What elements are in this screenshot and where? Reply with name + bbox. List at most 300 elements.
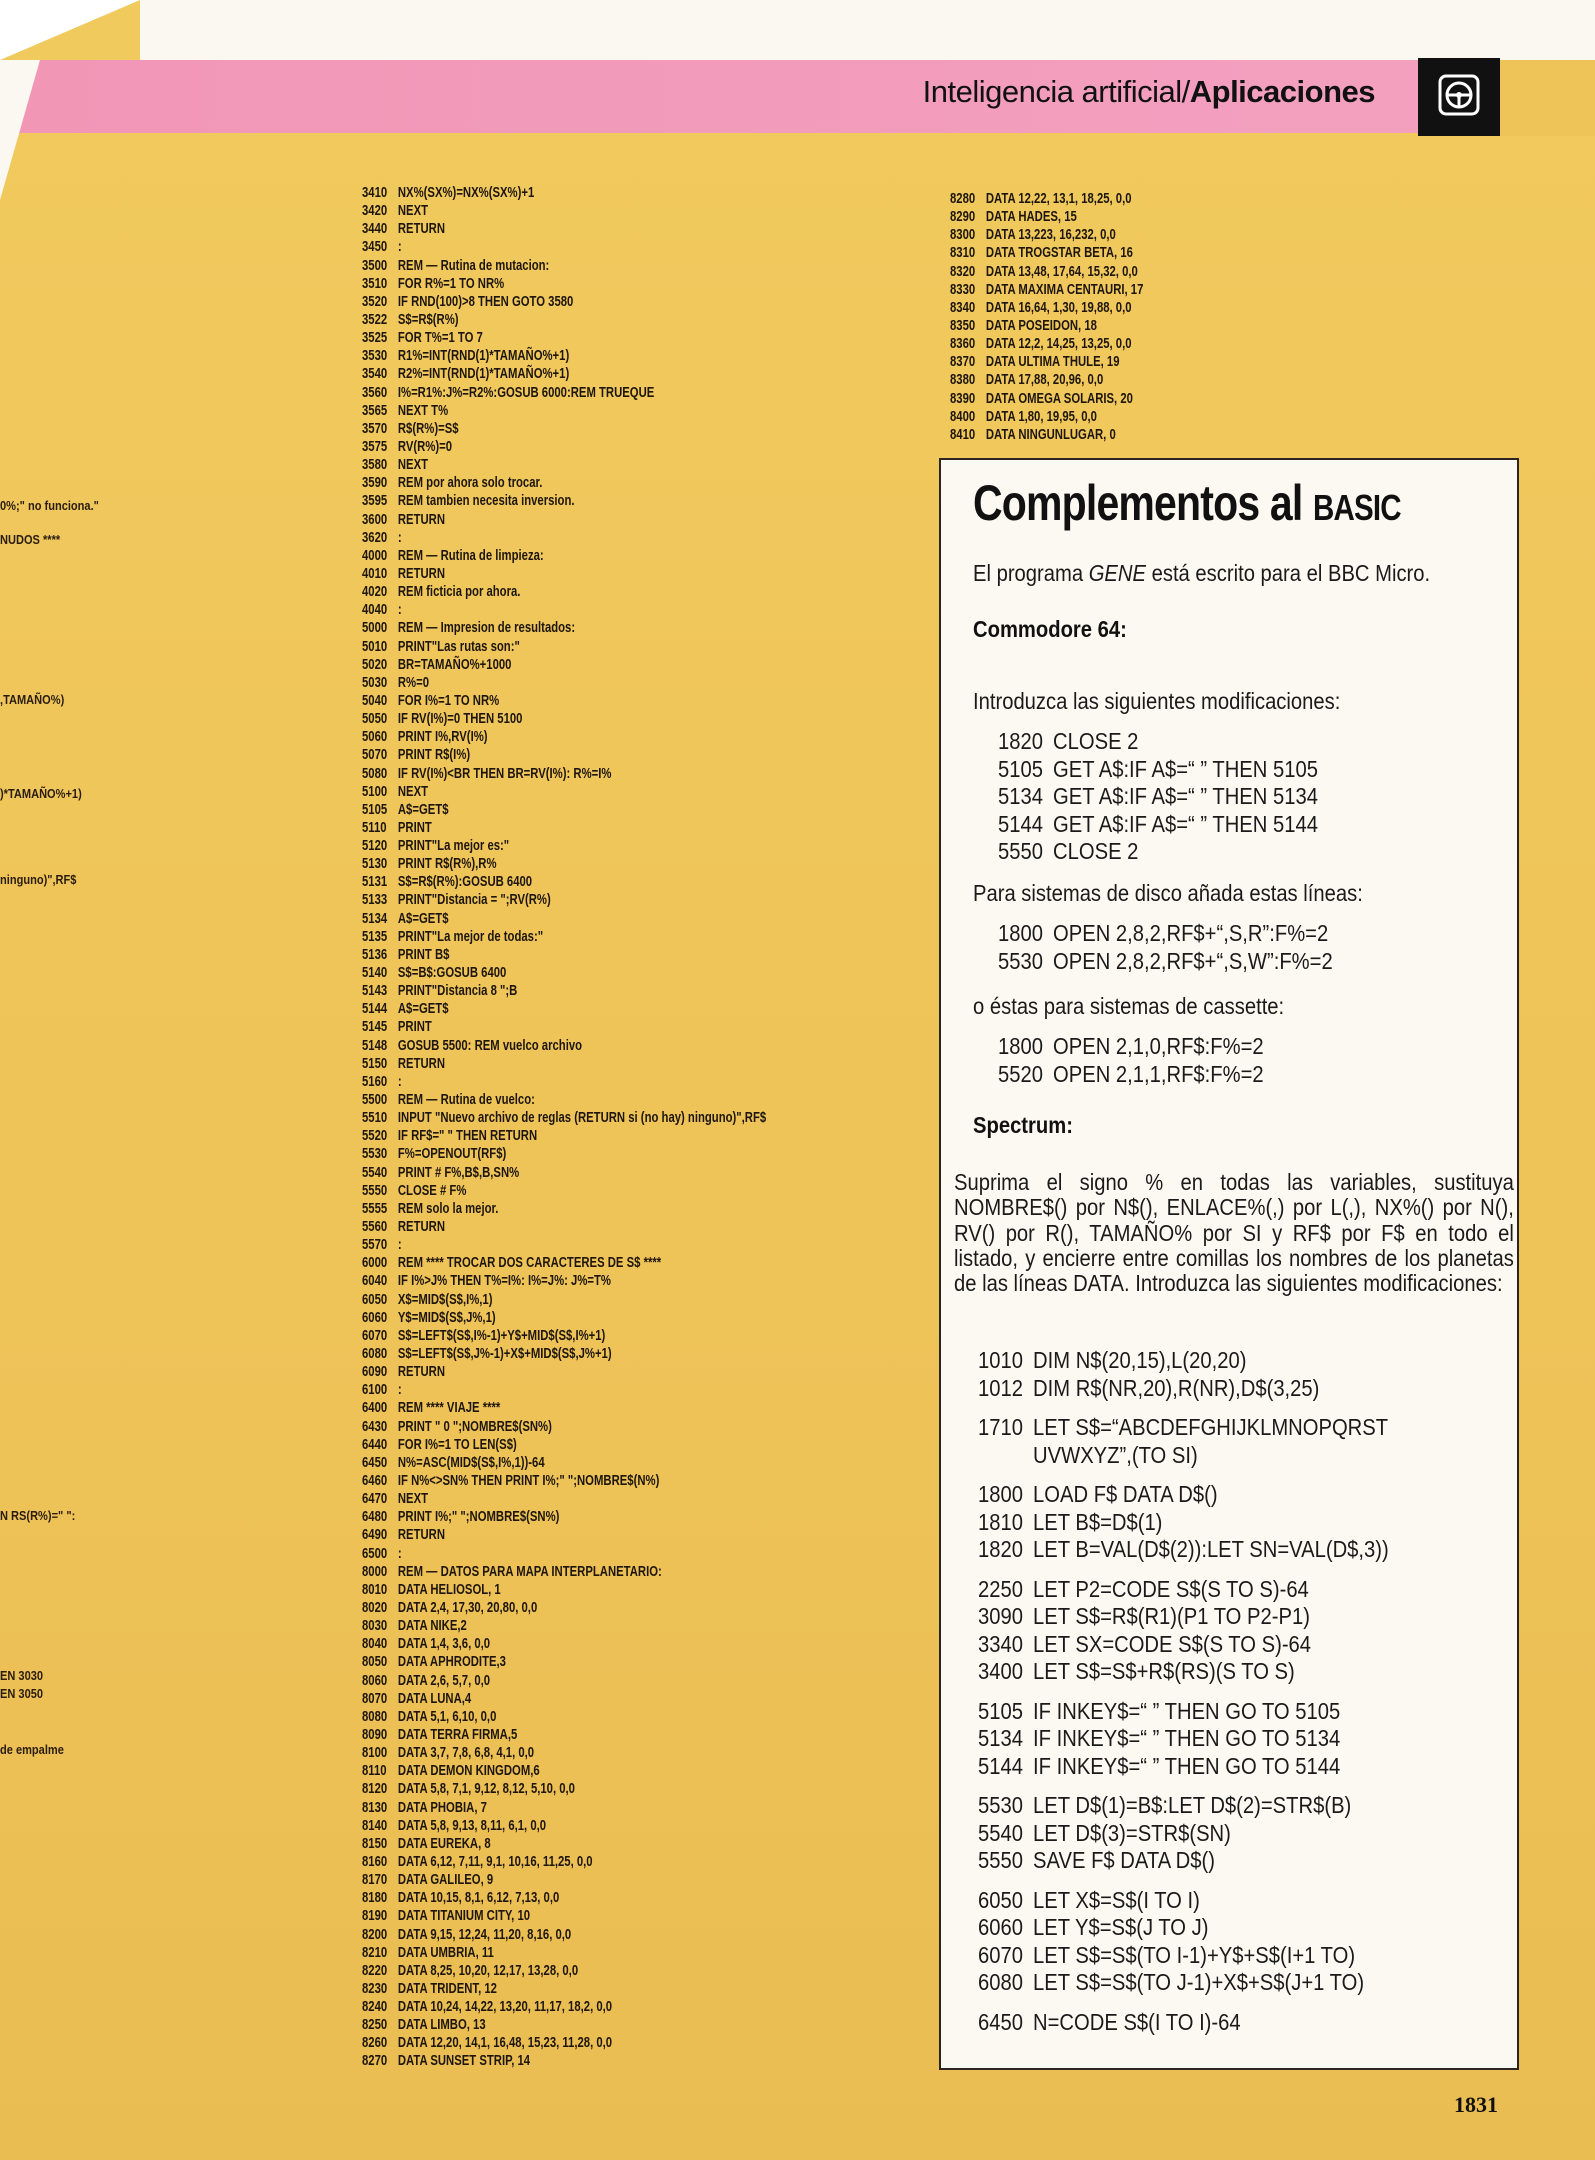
line-number: 3522: [362, 311, 388, 328]
line-number: 3520: [362, 293, 388, 310]
code-line: [362, 1472, 766, 1490]
statement: RETURN: [397, 1527, 446, 1544]
code-line: [978, 1414, 1389, 1442]
code-line: [978, 1658, 1389, 1686]
statement: :: [397, 602, 402, 619]
code-line: [362, 365, 766, 383]
statement: PRINT I%;" ";NOMBRE$(SN%): [397, 1509, 560, 1526]
line-number: 5540: [978, 1819, 1023, 1846]
code-line: [362, 1454, 766, 1472]
code-line: [978, 1914, 1389, 1942]
spectrum-code-group: [978, 1698, 1456, 1781]
code-line: [998, 756, 1318, 784]
line-number: 6100: [362, 1382, 388, 1399]
statement: BR=TAMAÑO%+1000: [397, 656, 512, 673]
statement: PRINT"Distancia = ";RV(R%): [397, 892, 551, 909]
line-number: 5131: [362, 874, 388, 891]
statement: S$=LEFT$(S$,I%-1)+Y$+MID$(S$,I%+1): [397, 1327, 606, 1344]
code-line: [362, 1907, 766, 1925]
statement: DATA MAXIMA CENTAURI, 17: [985, 281, 1144, 298]
code-line: [362, 837, 766, 855]
line-number: 3340: [978, 1630, 1023, 1657]
code-line: [950, 426, 1143, 444]
code-line: [978, 1375, 1389, 1403]
line-number: 3540: [362, 366, 388, 383]
statement: CLOSE 2: [1053, 728, 1139, 754]
statement: DATA 17,88, 20,96, 0,0: [985, 372, 1104, 389]
spectrum-code-group: [978, 2009, 1456, 2037]
code-line: [362, 1762, 766, 1780]
code-line: [362, 1490, 766, 1508]
statement: PRINT: [397, 819, 432, 836]
statement: LET Y$=S$(J TO J): [1033, 1914, 1209, 1940]
statement: S$=R$(R%):GOSUB 6400: [397, 874, 533, 891]
statement: DATA LUNA,4: [397, 1690, 472, 1707]
statement: IF N%<>SN% THEN PRINT I%;" ";NOMBRE$(N%): [397, 1472, 660, 1489]
line-number: 5500: [362, 1092, 388, 1109]
line-number: 1800: [998, 1033, 1043, 1059]
code-line: [362, 692, 766, 710]
statement: Y$=MID$(S$,J%,1): [397, 1309, 496, 1326]
line-number: 8270: [362, 2053, 388, 2070]
line-number: 6040: [362, 1273, 388, 1290]
statement: NX%(SX%)=NX%(SX%)+1: [397, 185, 535, 201]
line-number: 3590: [362, 475, 388, 492]
previous-page-fragment: 0%;" no funciona.": [0, 498, 99, 513]
code-line: [978, 1536, 1389, 1564]
code-line: [362, 1708, 766, 1726]
line-number: 5100: [362, 783, 388, 800]
line-number: 8090: [362, 1726, 388, 1743]
line-number: 5030: [362, 674, 388, 691]
code-line: [950, 317, 1143, 335]
code-line: [362, 1508, 766, 1526]
statement: S$=LEFT$(S$,J%-1)+X$+MID$(S$,J%+1): [397, 1346, 612, 1362]
code-line: [362, 1980, 766, 1998]
code-line: [362, 619, 766, 637]
line-number: 8400: [950, 408, 976, 425]
code-line: [362, 1617, 766, 1635]
code-line: [950, 371, 1143, 389]
statement: S$=B$:GOSUB 6400: [397, 965, 507, 982]
code-line: [362, 329, 766, 347]
code-line: [978, 1603, 1389, 1631]
code-line: [362, 2016, 766, 2034]
statement: I%=R1%:J%=R2%:GOSUB 6000:REM TRUEQUE: [397, 384, 655, 401]
statement: REM — Rutina de mutacion:: [397, 257, 550, 274]
line-number: 6080: [362, 1346, 388, 1362]
statement: IF RF$=" " THEN RETURN: [397, 1128, 538, 1145]
line-number: 8060: [362, 1672, 388, 1689]
statement: DATA 13,223, 16,232, 0,0: [985, 227, 1116, 244]
line-number: 3400: [978, 1658, 1023, 1684]
code-line: [998, 920, 1333, 948]
line-number: 6060: [978, 1914, 1023, 1940]
code-line: [950, 208, 1143, 226]
previous-page-fragments: [0, 140, 150, 1860]
statement: DATA NINGUNLUGAR, 0: [985, 426, 1116, 443]
spectrum-code-group: [978, 1481, 1456, 1564]
statement: :: [397, 1545, 402, 1562]
line-number: 8370: [950, 354, 976, 371]
code-line: [362, 1581, 766, 1599]
code-line: [362, 347, 766, 365]
code-line: [362, 1182, 766, 1200]
commodore-heading: Commodore 64:: [973, 616, 1127, 642]
line-number: 3420: [362, 203, 388, 220]
line-number: 5555: [362, 1200, 388, 1217]
statement: DATA 12,22, 13,1, 18,25, 0,0: [985, 191, 1132, 207]
line-number: 6080: [978, 1969, 1023, 1995]
statement: DATA UMBRIA, 11: [397, 1944, 494, 1961]
line-number: 5105: [998, 755, 1043, 782]
statement: REM ficticia por ahora.: [397, 584, 521, 601]
line-number: 8260: [362, 2035, 388, 2052]
statement: DATA 16,64, 1,30, 19,88, 0,0: [985, 299, 1132, 316]
line-number: 6470: [362, 1491, 388, 1508]
code-line: [362, 928, 766, 946]
disk-intro: Para sistemas de disco añada estas líneas:: [973, 880, 1363, 906]
line-number: 6400: [362, 1400, 388, 1417]
line-number: 8170: [362, 1872, 388, 1889]
statement: DATA POSEIDON, 18: [985, 317, 1097, 334]
line-number: 3525: [362, 330, 388, 347]
statement: PRINT R$(I%): [397, 747, 471, 764]
spectrum-code-group: [978, 1347, 1456, 1402]
statement: FOR I%=1 TO NR%: [397, 692, 500, 709]
line-number: 5530: [998, 947, 1043, 974]
statement: IF RV(I%)=0 THEN 5100: [397, 711, 523, 728]
statement: DATA TERRA FIRMA,5: [397, 1726, 518, 1743]
code-line: [362, 873, 766, 891]
line-number: 5080: [362, 765, 388, 782]
code-line: [362, 1926, 766, 1944]
statement: DATA LIMBO, 13: [397, 2017, 486, 2034]
intro-suffix: está escrito para el BBC Micro.: [1145, 560, 1431, 586]
code-line: [362, 1291, 766, 1309]
line-number: 6450: [362, 1454, 388, 1471]
line-number: 6450: [978, 2008, 1023, 2035]
code-line: [362, 1127, 766, 1145]
code-line: [978, 1509, 1389, 1537]
line-number: 6460: [362, 1472, 388, 1489]
statement: DATA 12,2, 14,25, 13,25, 0,0: [985, 336, 1132, 353]
code-line: [362, 1018, 766, 1036]
statement: REM — DATOS PARA MAPA INTERPLANETARIO:: [397, 1563, 662, 1580]
statement: DATA TRIDENT, 12: [397, 1980, 497, 1997]
code-line: [362, 474, 766, 492]
statement: DATA APHRODITE,3: [397, 1654, 506, 1671]
line-number: 1012: [978, 1374, 1023, 1401]
line-number: 5050: [362, 711, 388, 728]
code-line: [950, 408, 1143, 426]
code-line: [362, 982, 766, 1000]
statement: OPEN 2,8,2,RF$+“,S,W”:F%=2: [1053, 947, 1333, 974]
line-number: 8100: [362, 1745, 388, 1762]
statement: PRINT R$(R%),R%: [397, 856, 497, 873]
line-number: 8140: [362, 1817, 388, 1834]
line-number: 5520: [998, 1060, 1043, 1087]
code-line: [362, 202, 766, 220]
code-line: [362, 891, 766, 909]
statement: :: [397, 1073, 402, 1090]
code-line: [362, 1254, 766, 1272]
code-line: [978, 1481, 1389, 1509]
statement: RETURN: [397, 1055, 446, 1072]
line-number: 8080: [362, 1708, 388, 1725]
spectrum-heading: Spectrum:: [973, 1112, 1073, 1138]
code-line: [362, 583, 766, 601]
basic-listing-column-1: [362, 184, 880, 2071]
statement: :: [397, 529, 402, 546]
box-title-text: Complementos al: [973, 475, 1314, 531]
previous-page-fragment: EN 3030: [0, 1668, 44, 1683]
statement: IF INKEY$=“ ” THEN GO TO 5105: [1033, 1697, 1341, 1724]
code-line: [362, 1436, 766, 1454]
line-number: 5145: [362, 1019, 388, 1036]
statement: DATA OMEGA SOLARIS, 20: [985, 390, 1133, 407]
code-line: [362, 257, 766, 275]
line-number: 1710: [978, 1414, 1023, 1440]
line-number: 8030: [362, 1618, 388, 1635]
code-line: [362, 384, 766, 402]
line-number: 8250: [362, 2017, 388, 2034]
code-line: [978, 1969, 1389, 1997]
code-line: [362, 1363, 766, 1381]
line-number: 1800: [998, 920, 1043, 946]
statement: OPEN 2,8,2,RF$+“,S,R”:F%=2: [1053, 920, 1329, 946]
code-line: [362, 728, 766, 746]
code-line: [362, 801, 766, 819]
code-line: [998, 948, 1333, 976]
line-number: 5510: [362, 1110, 388, 1127]
statement: PRINT B$: [397, 946, 450, 963]
line-number: 6500: [362, 1545, 388, 1562]
line-number: 8150: [362, 1835, 388, 1852]
statement: LET P2=CODE S$(S TO S)-64: [1033, 1575, 1309, 1602]
code-line: [362, 1962, 766, 1980]
code-line: [362, 1545, 766, 1563]
code-line: [978, 1847, 1389, 1875]
code-line: [362, 402, 766, 420]
statement: :: [397, 239, 402, 256]
statement: DATA HELIOSOL, 1: [397, 1581, 501, 1598]
line-number: 5144: [998, 810, 1043, 837]
line-number: 6430: [362, 1418, 388, 1435]
code-line: [978, 1942, 1389, 1970]
line-number: 3560: [362, 384, 388, 401]
statement: DATA 10,24, 14,22, 13,20, 11,17, 18,2, 0,0: [397, 1999, 613, 2016]
statement: R1%=INT(RND(1)*TAMAÑO%+1): [397, 348, 570, 365]
statement: IF RV(I%)<BR THEN BR=RV(I%): R%=I%: [397, 765, 612, 782]
code-line: [362, 1599, 766, 1617]
code-line: [362, 1889, 766, 1907]
code-line: [362, 1272, 766, 1290]
line-number: 8070: [362, 1690, 388, 1707]
line-number: 8280: [950, 191, 976, 207]
statement: UVWXYZ”,(TO SI): [1033, 1441, 1198, 1468]
statement: RETURN: [397, 1219, 446, 1236]
top-margin: [140, 0, 1595, 60]
disk-code: [998, 920, 1387, 975]
code-line: [998, 1061, 1264, 1089]
line-number: 4040: [362, 602, 388, 619]
code-line: [362, 1744, 766, 1762]
statement: LET B$=D$(1): [1033, 1508, 1163, 1535]
code-line: [362, 420, 766, 438]
statement: DATA SUNSET STRIP, 14: [397, 2053, 531, 2070]
code-line: [362, 1799, 766, 1817]
line-number: 5530: [362, 1146, 388, 1163]
line-number: 3580: [362, 457, 388, 474]
previous-page-fragment: NUDOS ****: [0, 532, 61, 547]
code-line: [362, 456, 766, 474]
spectrum-code-group: [978, 1576, 1456, 1686]
code-line: [950, 353, 1143, 371]
statement: REM — Impresion de resultados:: [397, 620, 576, 637]
code-line: [950, 226, 1143, 244]
statement: NEXT: [397, 203, 429, 220]
line-number: 8190: [362, 1908, 388, 1925]
line-number: 8040: [362, 1636, 388, 1653]
line-number: 8180: [362, 1890, 388, 1907]
spectrum-paragraph: Suprima el signo % en todas las variables, sustituya NOMBRE$() por N$(), ENLACE%(,) por L(,), NX%() por N(), RV() por R(), TAMAÑO% por SI y RF$ por F$ en todo el listado, y encierre entre comillas los nombres de los planetas de las líneas DATA. Introduzca las siguientes modificaciones:: [954, 1169, 1514, 1297]
code-line: [362, 964, 766, 982]
code-line: [950, 263, 1143, 281]
intro-text: [973, 560, 1430, 587]
code-line: [978, 1698, 1389, 1726]
line-number: 8200: [362, 1926, 388, 1943]
statement: DATA DEMON KINGDOM,6: [397, 1763, 540, 1780]
line-number: 5134: [362, 910, 388, 927]
statement: IF INKEY$=“ ” THEN GO TO 5144: [1033, 1752, 1341, 1779]
code-line: [362, 1055, 766, 1073]
line-number: 5060: [362, 729, 388, 746]
statement: DATA TITANIUM CITY, 10: [397, 1908, 531, 1925]
code-line: [998, 728, 1318, 756]
box-title: [973, 474, 1401, 532]
commodore-intro: Introduzca las siguientes modificaciones:: [973, 688, 1341, 714]
statement: FOR R%=1 TO NR%: [397, 275, 505, 292]
code-line: [978, 1347, 1389, 1375]
line-number: 1010: [978, 1347, 1023, 1373]
line-number: 4010: [362, 565, 388, 582]
code-line: [362, 765, 766, 783]
statement: DATA 5,1, 6,10, 0,0: [397, 1708, 497, 1725]
statement: :: [397, 1382, 402, 1399]
statement: DATA HADES, 15: [985, 209, 1077, 226]
statement: NEXT T%: [397, 402, 449, 419]
statement: N%=ASC(MID$(S$,I%,1))-64: [397, 1454, 545, 1471]
line-number: 8310: [950, 245, 976, 262]
statement: OPEN 2,1,1,RF$:F%=2: [1053, 1060, 1264, 1087]
previous-page-fragment: de empalme: [0, 1742, 64, 1757]
line-number: 1820: [998, 728, 1043, 754]
statement: LET S$=S$(TO J-1)+X$+S$(J+1 TO): [1033, 1969, 1365, 1995]
code-line: [362, 547, 766, 565]
statement: DATA 8,25, 10,20, 12,17, 13,28, 0,0: [397, 1962, 579, 1979]
statement: INPUT "Nuevo archivo de reglas (RETURN si (no hay) ninguno)",RF$: [397, 1110, 767, 1127]
statement: RETURN: [397, 221, 446, 238]
statement: LET S$=S$(TO I-1)+Y$+S$(I+1 TO): [1033, 1941, 1356, 1968]
line-number: 6070: [978, 1941, 1023, 1968]
line-number: 3570: [362, 420, 388, 437]
statement: PRINT I%,RV(I%): [397, 729, 488, 746]
code-line: [362, 855, 766, 873]
statement: IF INKEY$=“ ” THEN GO TO 5134: [1033, 1725, 1341, 1751]
page-corner: [0, 0, 140, 60]
statement: DATA NIKE,2: [397, 1618, 467, 1635]
previous-page-fragment: ninguno)",RF$: [0, 872, 77, 887]
statement: DATA GALILEO, 9: [397, 1872, 494, 1889]
statement: PRINT"La mejor es:": [397, 838, 510, 855]
line-number: 3600: [362, 511, 388, 528]
statement: LOAD F$ DATA D$(): [1033, 1481, 1218, 1507]
spectrum-code-group: [978, 1792, 1456, 1875]
statement: GET A$:IF A$=“ ” THEN 5134: [1053, 783, 1318, 809]
statement: F%=OPENOUT(RF$): [397, 1146, 507, 1163]
line-number: 8220: [362, 1962, 388, 1979]
line-number: 5000: [362, 620, 388, 637]
statement: A$=GET$: [397, 1001, 449, 1018]
line-number: 5134: [998, 783, 1043, 809]
statement: RETURN: [397, 565, 446, 582]
statement: DATA ULTIMA THULE, 19: [985, 354, 1120, 371]
statement: IF RND(100)>8 THEN GOTO 3580: [397, 293, 574, 310]
statement: PRINT: [397, 1019, 432, 1036]
code-line: [362, 946, 766, 964]
statement: X$=MID$(S$,I%,1): [397, 1291, 493, 1308]
previous-page-fragment: EN 3050: [0, 1686, 44, 1701]
statement: NEXT: [397, 457, 429, 474]
code-line: [950, 299, 1143, 317]
code-line: [362, 438, 766, 456]
code-line: [362, 1073, 766, 1091]
code-line: [362, 220, 766, 238]
code-line: [362, 1726, 766, 1744]
cassette-intro: o éstas para sistemas de cassette:: [973, 993, 1285, 1019]
code-line: [362, 1871, 766, 1889]
previous-page-fragment: N RS(R%)=" ":: [0, 1508, 76, 1523]
line-number: 6000: [362, 1255, 388, 1272]
statement: REM — Rutina de limpieza:: [397, 547, 544, 564]
statement: GOSUB 5500: REM vuelco archivo: [397, 1037, 583, 1054]
line-number: 6050: [362, 1291, 388, 1308]
code-line: [362, 1944, 766, 1962]
statement: IF I%>J% THEN T%=I%: I%=J%: J%=T%: [397, 1273, 611, 1290]
line-number: 2250: [978, 1575, 1023, 1602]
code-line: [998, 811, 1318, 839]
line-number: 8290: [950, 209, 976, 226]
code-line: [362, 674, 766, 692]
code-line: [362, 1037, 766, 1055]
line-number: 5110: [362, 819, 387, 836]
line-number: 5570: [362, 1237, 388, 1254]
code-line: [362, 1145, 766, 1163]
statement: OPEN 2,1,0,RF$:F%=2: [1053, 1033, 1264, 1059]
line-number: 3500: [362, 257, 388, 274]
line-number: 6490: [362, 1527, 388, 1544]
statement: DATA 13,48, 17,64, 15,32, 0,0: [985, 263, 1138, 280]
code-line: [362, 1164, 766, 1182]
line-number: 8320: [950, 263, 976, 280]
line-number: 5136: [362, 946, 388, 963]
code-line: [362, 1091, 766, 1109]
code-line: [998, 783, 1318, 811]
statement: LET B=VAL(D$(2)):LET SN=VAL(D$,3)): [1033, 1536, 1389, 1562]
statement: LET S$=“ABCDEFGHIJKLMNOPQRST: [1033, 1414, 1389, 1440]
code-line: [362, 1345, 766, 1363]
